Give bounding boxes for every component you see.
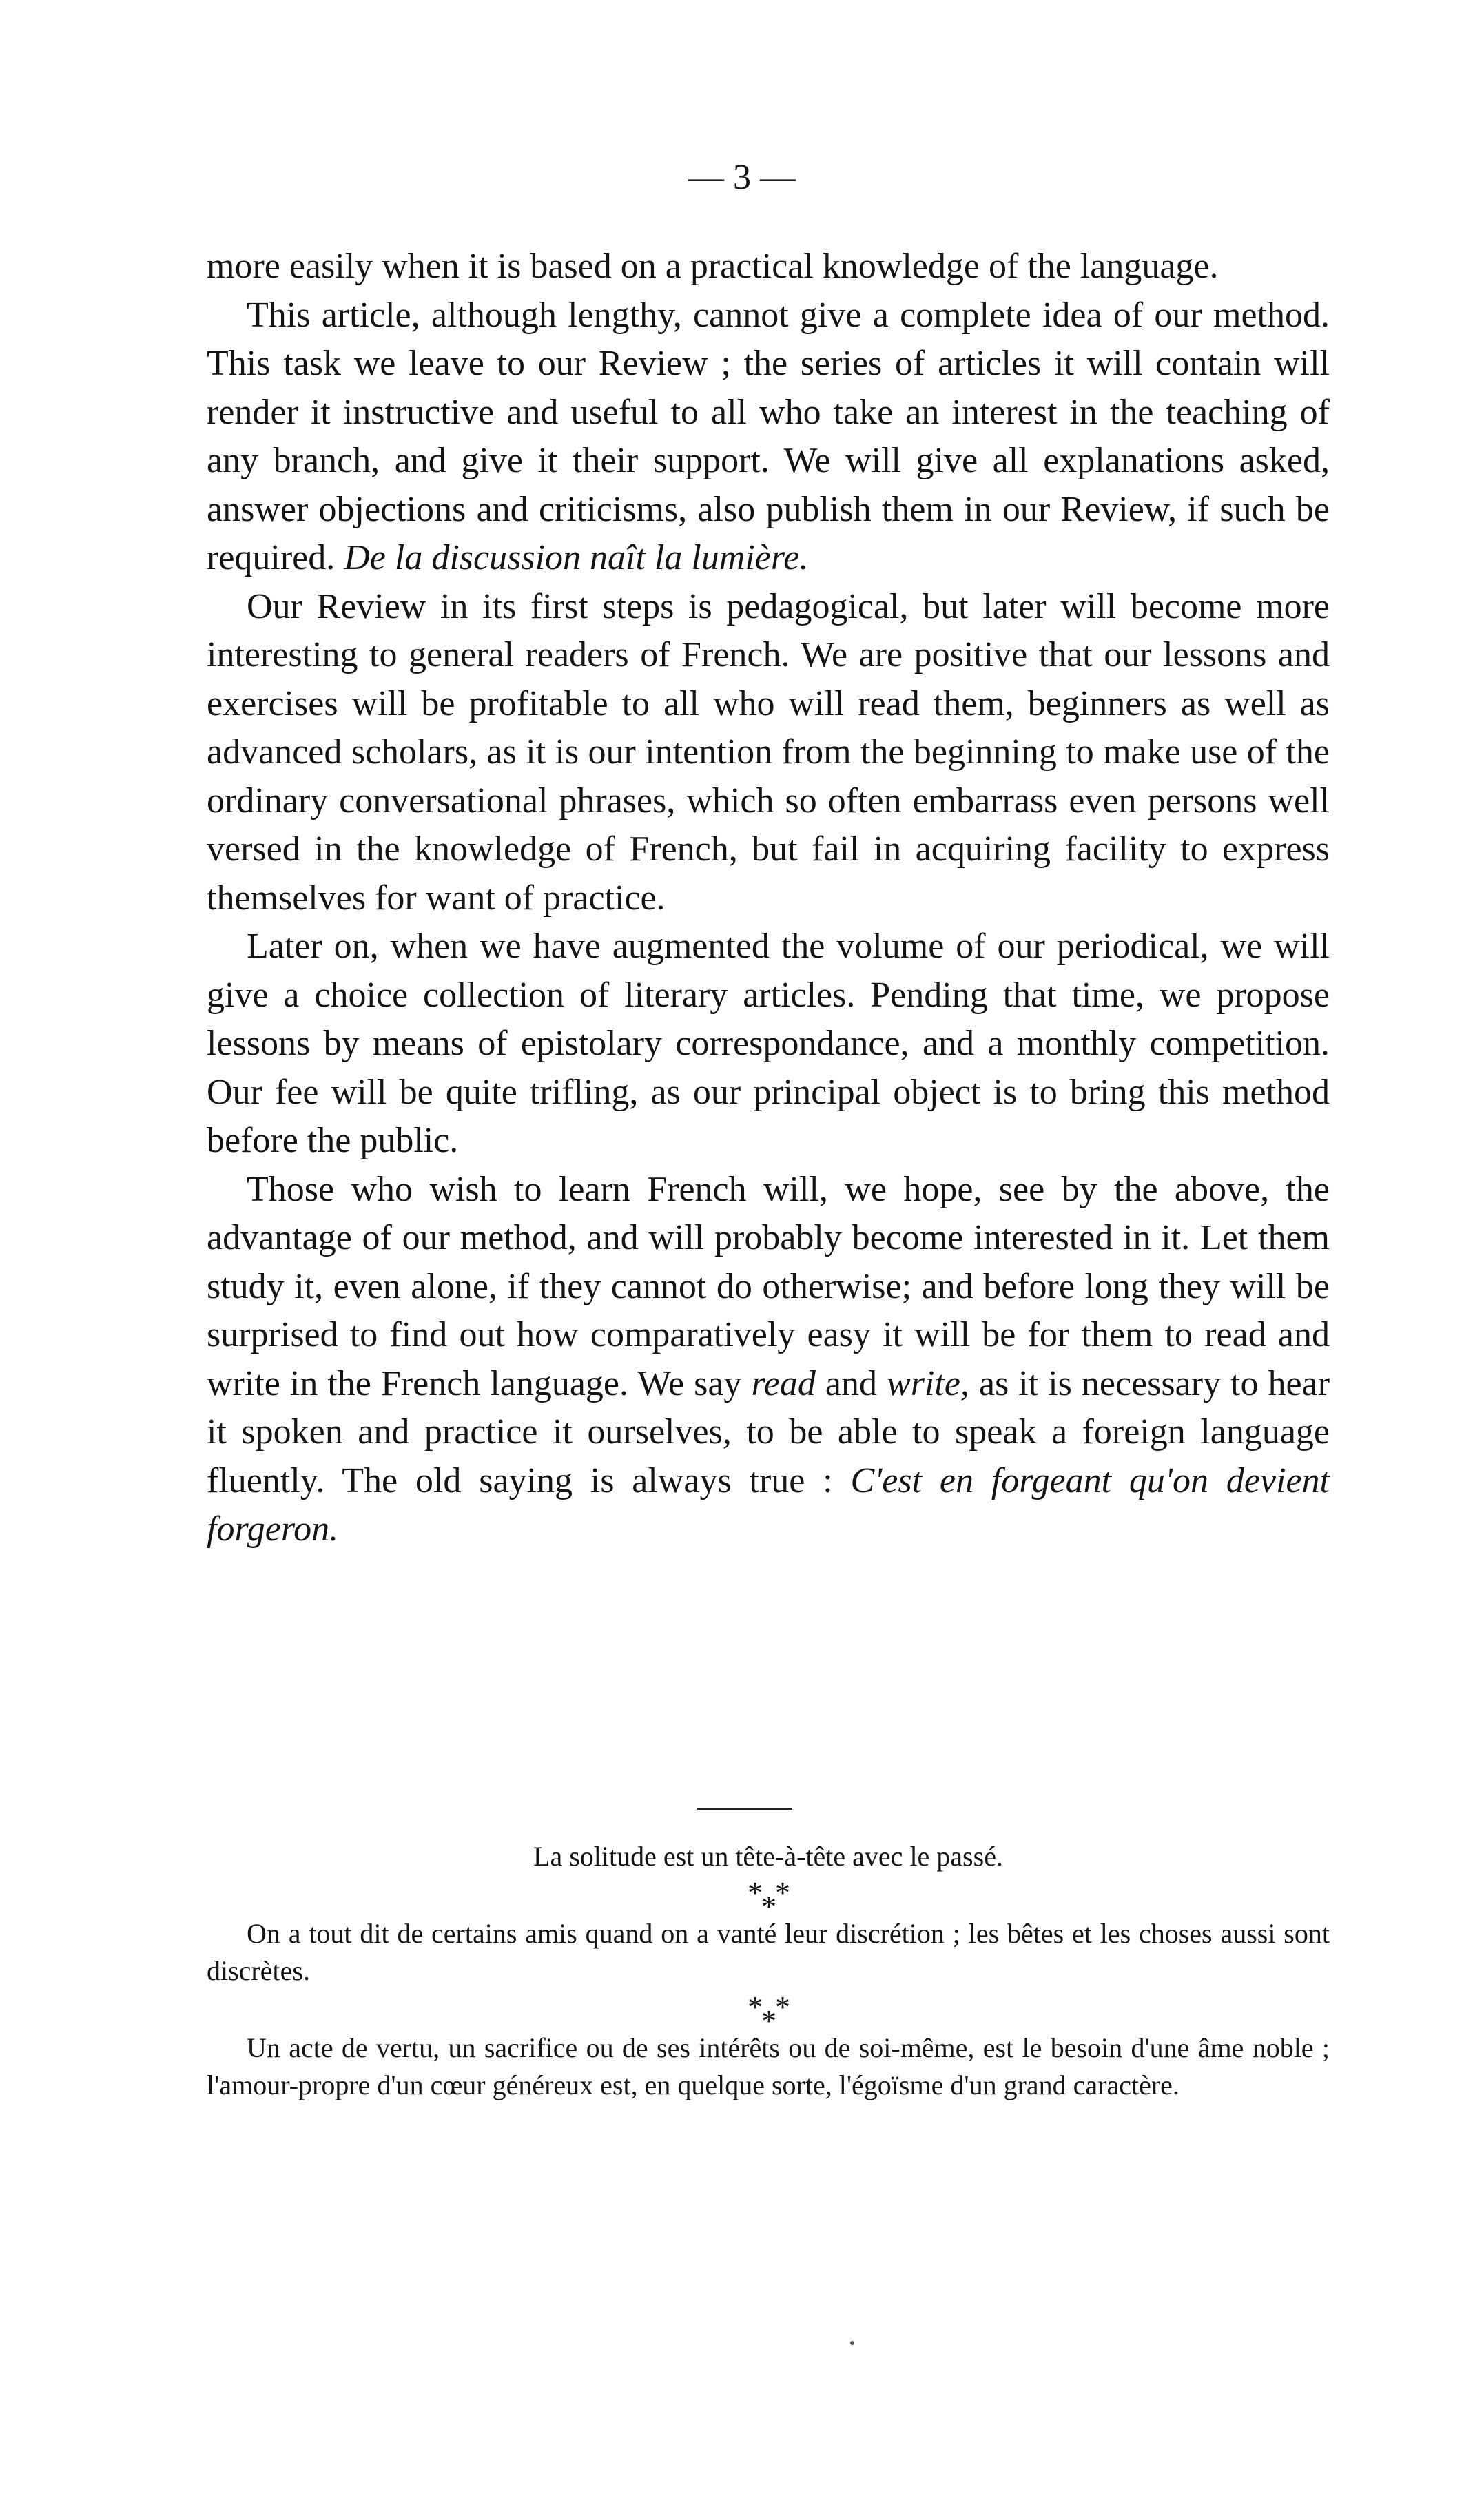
emphasis-write: write, — [887, 1363, 969, 1403]
paragraph-learners-text: Those who wish to learn French will, we hope, see by the above, the advantage of our method, and will probably become interested in it. Let them study it, even alone, if they cannot do otherwise; and before long they will be surprised to find out how comparatively easy it will be for them to read and write in the French language. We say — [207, 1169, 1330, 1403]
article-body — [207, 242, 1330, 1554]
asterism-star: * — [748, 1990, 763, 2024]
asterism-divider — [734, 1876, 803, 1923]
connector-and: and — [825, 1363, 877, 1403]
asterism-star: * — [748, 1876, 763, 1910]
asterism-star: * — [775, 1876, 790, 1910]
page-number: — 3 — — [688, 158, 796, 197]
maxims-section — [207, 1838, 1330, 2104]
maxim-vertu: Un acte de vertu, un sacrifice ou de ses intérêts ou de soi-même, est le besoin d'une âme noble ; l'amour-propre d'un cœur généreux est, en quelque sorte, l'égoïsme d'un grand caractère. — [207, 2032, 1330, 2100]
paragraph-continuation: more easily when it is based on a practical knowledge of the language. — [207, 247, 1219, 286]
emphasis-read: read — [751, 1363, 816, 1403]
paragraph-learners-text-end: as it is necessary to hear it spoken and practice it ourselves, to be able to speak a foreign language fluently. The old saying is always true : — [207, 1363, 1330, 1500]
paragraph-review: Our Review in its first steps is pedagogical, but later will become more interesting to general readers of French. We are positive that our lessons and exercises will be profitable to all who will read them, beginners as well as advanced scholars, as it is our intention from the beginning to make use of the ordinary conversational phrases, which so often embarrass even persons well versed in the knowledge of French, but fail in acquiring facility to express themselves for want of practice. — [207, 586, 1330, 918]
asterism-star: * — [761, 1890, 776, 1923]
section-divider — [697, 1808, 792, 1810]
asterism-divider — [734, 1990, 803, 2038]
paragraph-learners — [207, 1166, 1330, 1554]
french-quote-forgeron: C'est en forgeant qu'on devient forgeron. — [207, 1460, 1330, 1549]
maxim-solitude: La solitude est un tête-à-tête avec le passé. — [533, 1841, 1003, 1872]
paragraph-periodical: Later on, when we have augmented the volume of our periodical, we will give a choice collection of literary articles. Pending that time, we propose lessons by means of epistolary correspondance, and a monthly competition. Our fee will be quite trifling, as our principal object is to bring this method before the public. — [207, 927, 1330, 1160]
print-speck — [850, 2341, 854, 2345]
maxim-discretion: On a tout dit de certains amis quand on a vanté leur discrétion ; les bêtes et les choses aussi sont discrètes. — [207, 1918, 1330, 1986]
asterism-star: * — [761, 2004, 776, 2038]
french-quote-discussion: De la discussion naît la lumière. — [344, 538, 809, 577]
paragraph-method — [207, 291, 1330, 583]
asterism-star: * — [775, 1990, 790, 2024]
paragraph-method-text: This article, although lengthy, cannot give a complete idea of our method. This task we leave to our Review ; the series of articles it will contain will render it instructive and useful to all who take an interest in the teaching of any branch, and give it their support. We will give all explanations asked, answer objections and criticisms, also publish them in our Review, if such be required. — [207, 295, 1330, 577]
